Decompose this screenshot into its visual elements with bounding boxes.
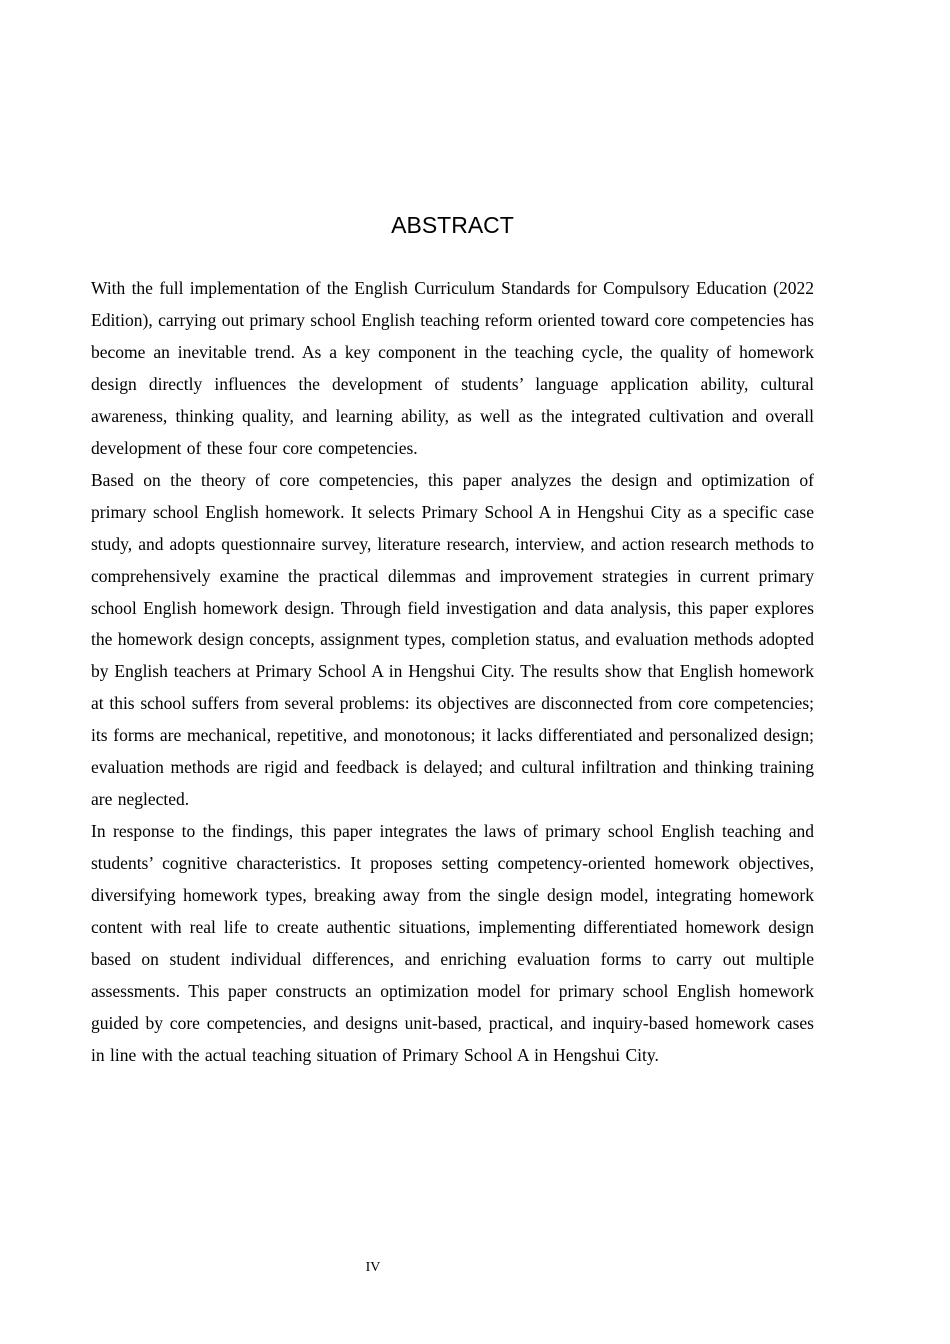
page-number: IV bbox=[365, 1260, 381, 1275]
abstract-paragraph-3: In response to the findings, this paper integrates the laws of primary school English teaching and students’ cognitive characteristics. It proposes setting competency-oriented homework objectives, diversifying homework types, breaking away from the single design model, integrating homework content with real life to create authentic situations, implementing differentiated homework design based on student individual differences, and enriching evaluation forms to carry out multiple assessments. This paper constructs an optimization model for primary school English homework guided by core competencies, and designs unit-based, practical, and inquiry-based homework cases in line with the actual teaching situation of Primary School A in Hengshui City. bbox=[91, 821, 814, 1065]
page-title: ABSTRACT bbox=[391, 212, 514, 238]
abstract-body bbox=[91, 273, 814, 1072]
abstract-paragraph-1: With the full implementation of the English Curriculum Standards for Compulsory Education (2022 Edition), carrying out primary school English teaching reform oriented toward core competencies has become an inevitable trend. As a key component in the teaching cycle, the quality of homework design directly influences the development of students’ language application ability, cultural awareness, thinking quality, and learning ability, as well as the integrated cultivation and overall development of these four core competencies. bbox=[91, 278, 814, 458]
abstract-paragraph-2: Based on the theory of core competencies, this paper analyzes the design and optimization of primary school English homework. It selects Primary School A in Hengshui City as a specific case study, and adopts questionnaire survey, literature research, interview, and action research methods to comprehensively examine the practical dilemmas and improvement strategies in current primary school English homework design. Through field investigation and data analysis, this paper explores the homework design concepts, assignment types, completion status, and evaluation methods adopted by English teachers at Primary School A in Hengshui City. The results show that English homework at this school suffers from several problems: its objectives are disconnected from core competencies; its forms are mechanical, repetitive, and monotonous; it lacks differentiated and personalized design; evaluation methods are rigid and feedback is delayed; and cultural infiltration and thinking training are neglected. bbox=[91, 469, 814, 810]
